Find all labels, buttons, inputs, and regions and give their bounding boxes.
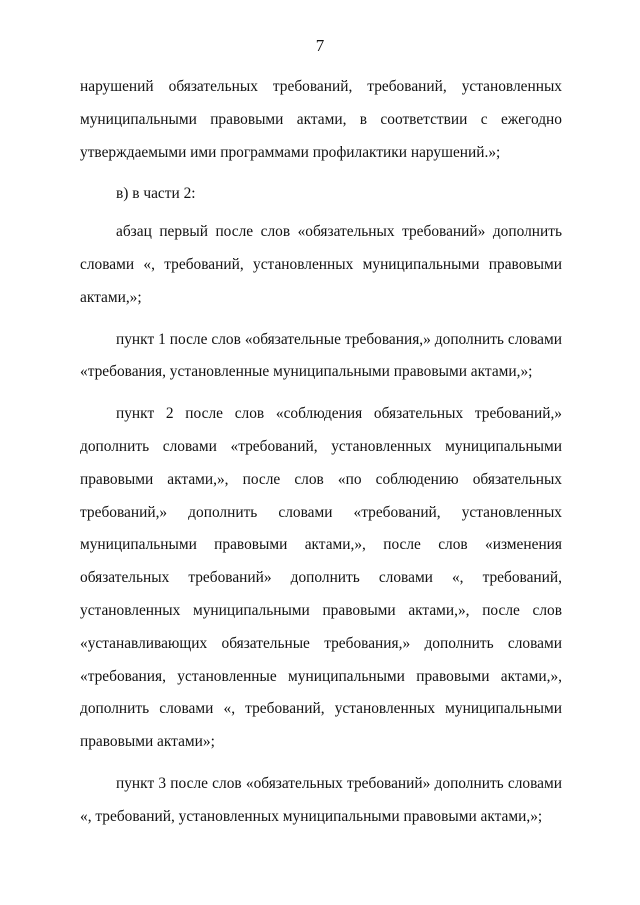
paragraph-first-abzac: абзац первый после слов «обязательных требований» дополнить словами «, требований, установленных муниципальными правовыми актами,»; bbox=[80, 223, 562, 306]
paragraph-punkt-3: пункт 3 после слов «обязательных требований» дополнить словами «, требований, установленных муниципальными правовыми актами,»; bbox=[80, 774, 562, 825]
page-number: 7 bbox=[315, 36, 325, 55]
document-body bbox=[80, 71, 562, 843]
paragraph-punkt-1: пункт 1 после слов «обязательные требования,» дополнить словами «требования, установленные муниципальными правовыми актами,»; bbox=[80, 330, 562, 381]
paragraph-continuation: нарушений обязательных требований, требований, установленных муниципальными правовыми актами, в соответствии с ежегодно утверждаемыми ими программами профилактики нарушений.»; bbox=[80, 78, 562, 161]
paragraph-subsection-v: в) в части 2: bbox=[116, 185, 196, 203]
paragraph-punkt-2: пункт 2 после слов «соблюдения обязательных требований,» дополнить словами «требований, установленных муниципальными правовыми актами,», после слов «по соблюдению обязательных требований,» дополнить словами «требований, установленных муниципальными правовыми актами,», после слов «изменения обязательных требований» дополнить словами «, требований, установленных муниципальными правовыми актами,», после слов «устанавливающих обязательные требования,» дополнить словами «требования, установленные муниципальными правовыми актами,», дополнить словами «, требований, установленных муниципальными правовыми актами»; bbox=[80, 405, 562, 751]
